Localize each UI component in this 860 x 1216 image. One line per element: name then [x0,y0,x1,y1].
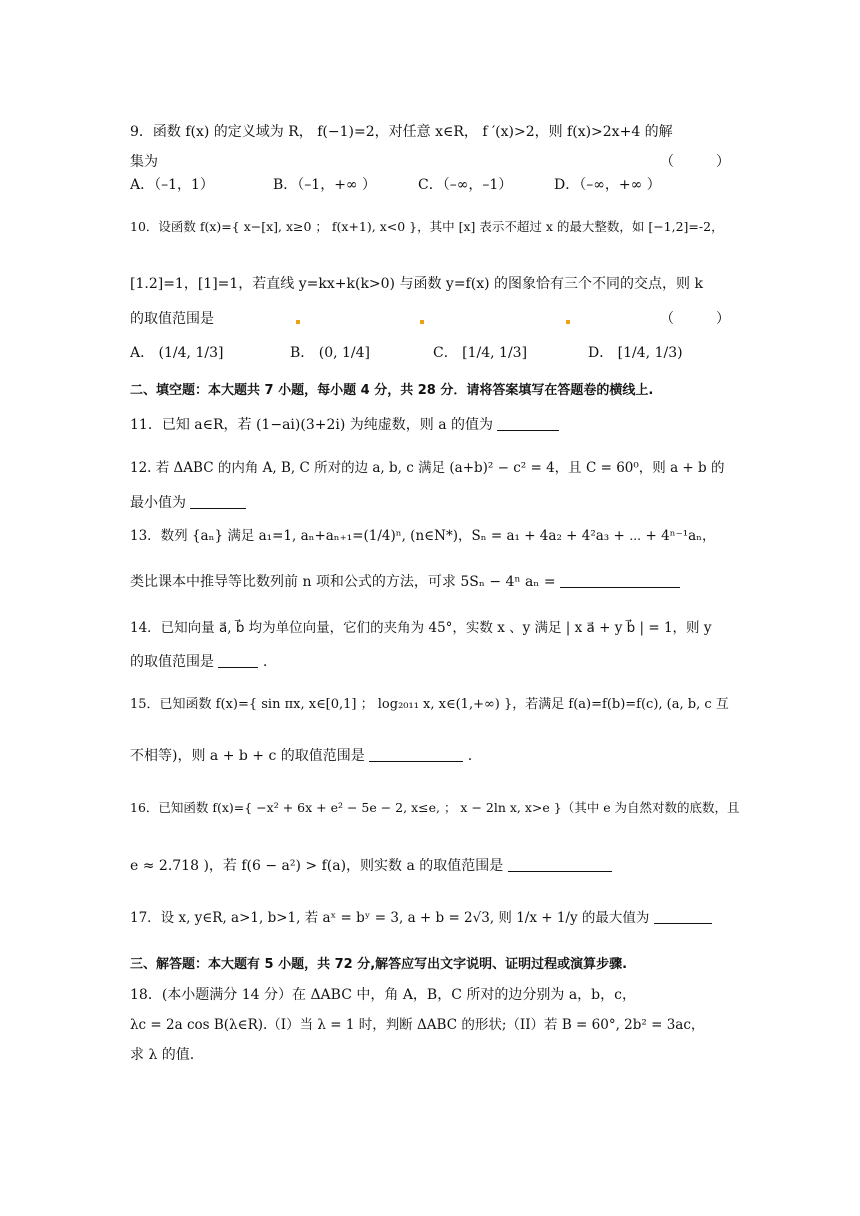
q18-line1: 18．(本小题满分 14 分）在 ΔABC 中，角 A，B，C 所对的边分别为 a，b，c， [130,987,636,1003]
q17-text: 17．设 x, y∈R, a>1, b>1, 若 aˣ = bʸ = 3, a + b = 2√3, 则 1/x + 1/y 的最大值为 [130,910,650,926]
q11-text: 11．已知 a∈R，若 (1−ai)(3+2i) 为纯虚数，则 a 的值为 [130,417,493,433]
q9-option-d: D．（–∞，+∞ ） [554,177,661,193]
q10-option-c: C． [1/4, 1/3] [433,345,528,361]
section-3-heading: 三、解答题：本大题有 5 小题，共 72 分,解答应写出文字说明、证明过程或演算步骤. [130,957,628,972]
q12-answer-blank [190,494,246,509]
mark-dot [566,320,570,324]
q13-line2-text: 类比课本中推导等比数列前 n 项和公式的方法，可求 5Sₙ − 4ⁿ aₙ = [130,574,556,590]
q17-answer-blank [654,909,712,924]
q15-answer-blank [369,747,463,762]
q10-line3-text: 的取值范围是 [130,311,214,327]
q15-line2 [130,747,730,765]
q16-line2 [130,857,730,875]
q9-option-c: C．（–∞，–1） [418,177,513,193]
q16-answer-blank [508,857,612,872]
q9-option-b: B．（–1，+∞ ） [273,177,377,193]
q14-line2 [130,653,730,671]
q11 [130,416,730,434]
q16-line2-text: e ≈ 2.718 )，若 f(6 − a²) > f(a)，则实数 a 的取值范围是 [130,858,504,874]
q10-option-d: D． [1/4, 1/3) [588,345,683,361]
q18-line2: λc = 2a cos B(λ∈R).（I）当 λ = 1 时，判断 ΔABC 的形状;（II）若 B = 60°, 2b² = 3ac， [130,1017,705,1033]
q15-line2-text: 不相等)，则 a + b + c 的取值范围是 [130,748,365,764]
q12-line1: 12. 若 ΔABC 的内角 A, B, C 所对的边 a, b, c 满足 (a+b)² − c² = 4，且 C = 60⁰，则 a + b 的 [130,460,725,476]
q15-period: . [467,748,473,764]
q9-line1: 9．函数 f(x) 的定义域为 R， f(−1)=2，对任意 x∈R， f ′(x)>2，则 f(x)>2x+4 的解 [130,124,673,140]
q10-line2: [1.2]=1，[1]=1，若直线 y=kx+k(k>0) 与函数 y=f(x) 的图象恰有三个不同的交点，则 k [130,276,703,292]
q9-options [130,177,730,194]
q14-period: . [262,654,268,670]
q15-line1: 15．已知函数 f(x)={ sin πx, x∈[0,1] ； log₂₀₁₁ x, x∈(1,+∞) }，若满足 f(a)=f(b)=f(c), (a, b, c 互 [130,697,729,712]
q11-answer-blank [497,416,559,431]
q16-line1: 16．已知函数 f(x)={ −x² + 6x + e² − 5e − 2, x≤e, ； x − 2ln x, x>e }（其中 e 为自然对数的底数，且 [130,800,740,815]
mark-dot [296,320,300,324]
q10-line1: 10．设函数 f(x)={ x−[x], x≥0 ； f(x+1), x<0 }，其中 [x] 表示不超过 x 的最大整数，如 [−1,2]=-2， [130,219,724,234]
q18-line3: 求 λ 的值. [130,1047,195,1063]
q10-paren: （ ） [660,311,730,327]
q17 [130,909,730,927]
q12-line2 [130,494,730,512]
q10-line3 [130,311,730,328]
q13-answer-blank [560,573,680,588]
section-2-heading: 二、填空题：本大题共 7 小题，每小题 4 分，共 28 分．请将答案填写在答题卷的横线上. [130,383,654,398]
q13-line1: 13．数列 {aₙ} 满足 a₁=1, aₙ+aₙ₊₁=(1/4)ⁿ, (n∈N*)，Sₙ = a₁ + 4a₂ + 4²a₃ + ⋯ + 4ⁿ⁻¹aₙ， [130,528,716,544]
q10-option-b: B． (0, 1/4] [290,345,371,361]
q9-line2 [130,154,730,171]
q14-answer-blank [218,653,258,668]
q10-option-a: A． (1/4, 1/3] [130,345,224,361]
q14-line1: 14．已知向量 a⃗, b⃗ 均为单位向量，它们的夹角为 45°，实数 x 、y 满足 | x a⃗ + y b⃗ | = 1，则 y [130,620,712,636]
q14-line2-text: 的取值范围是 [130,654,214,670]
q9-line2-text: 集为 [130,154,158,170]
q9-paren: （ ） [660,154,730,170]
q10-options [130,345,730,362]
q12-line2-text: 最小值为 [130,495,186,511]
mark-dot [420,320,424,324]
q13-line2 [130,573,730,591]
q9-option-a: A．（–1，1） [130,177,214,193]
